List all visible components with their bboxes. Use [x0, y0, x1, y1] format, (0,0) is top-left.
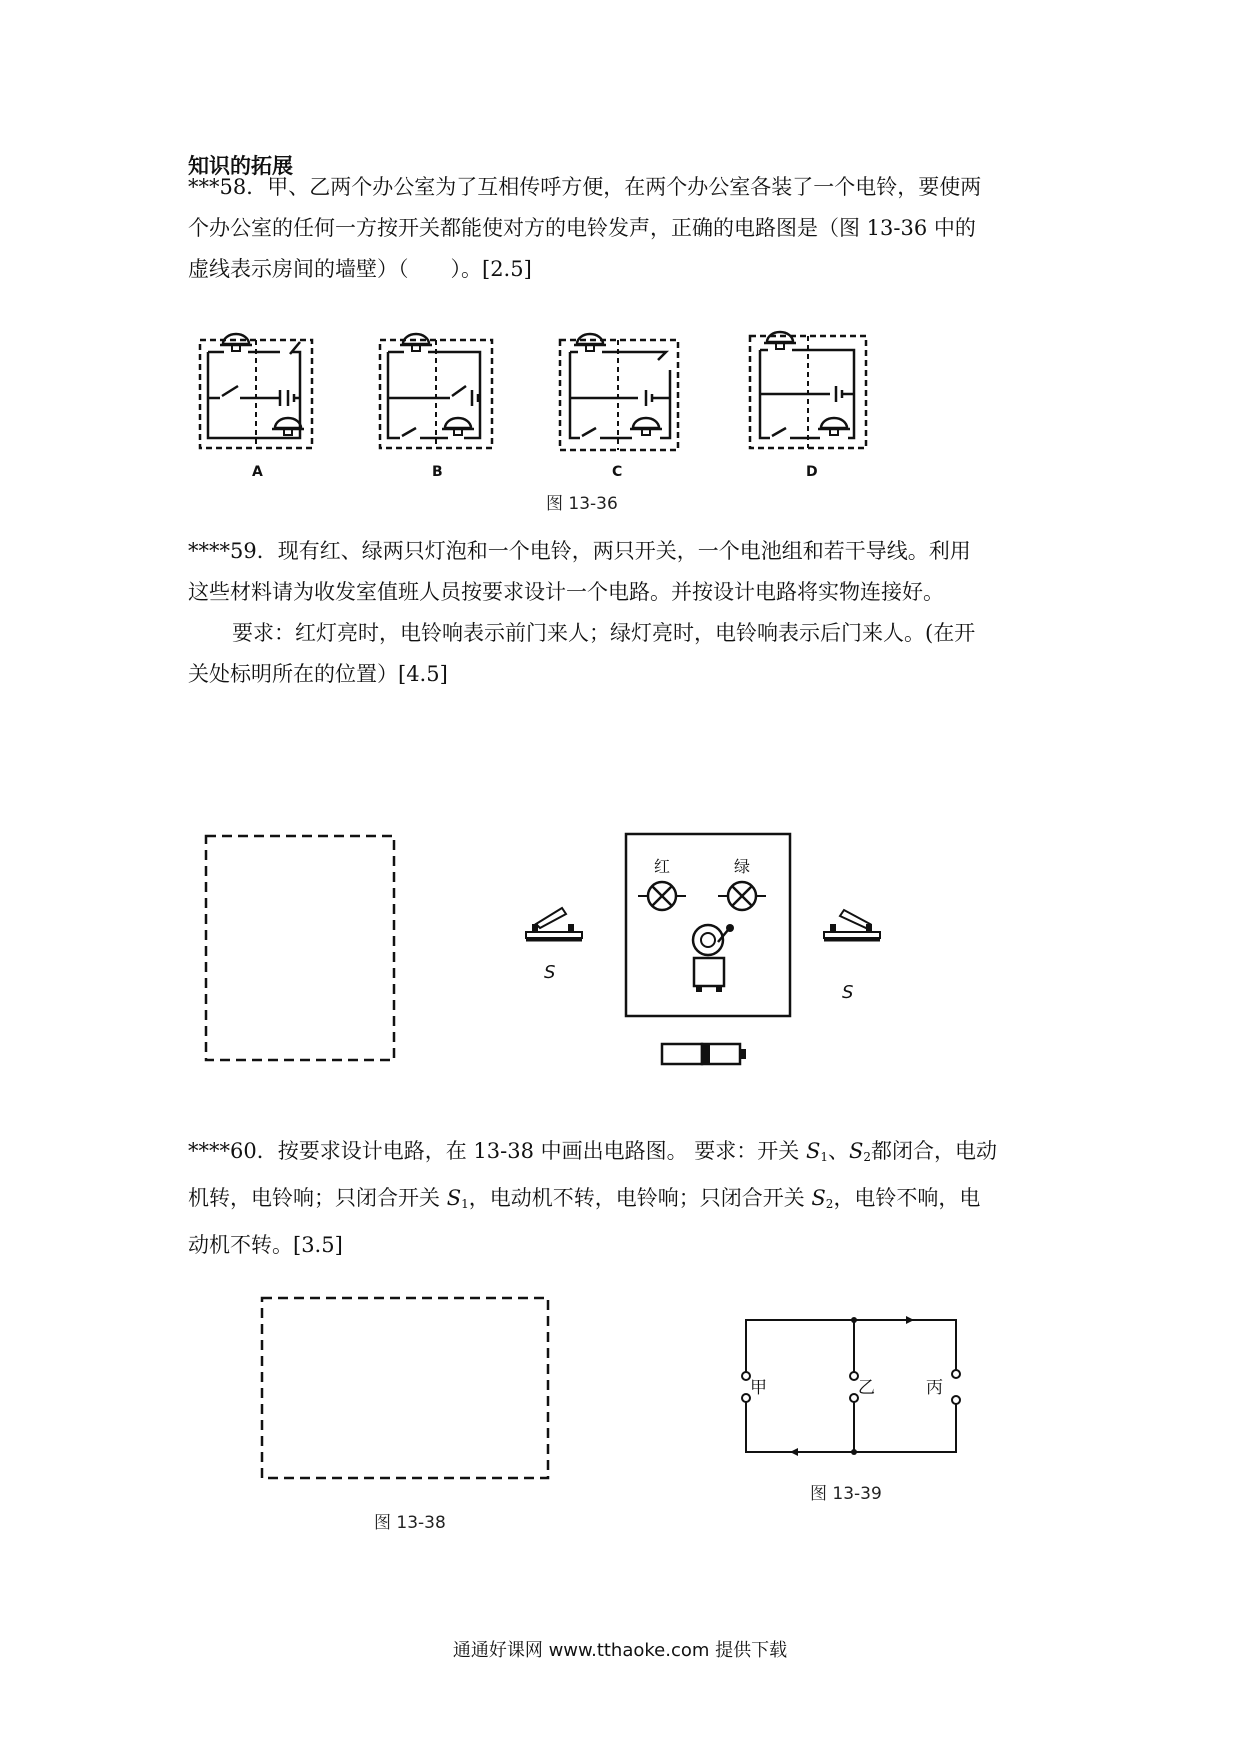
q59-line-1: ****59．现有红、绿两只灯泡和一个电铃，两只开关，一个电池组和若干导线。利用 — [188, 539, 971, 563]
option-b-label: B — [432, 464, 443, 480]
switch-left-label: S — [544, 962, 556, 983]
battery-pack-icon — [662, 1044, 746, 1064]
bell-icon — [630, 418, 662, 435]
q60-line-3: 动机不转。[3.5] — [188, 1233, 343, 1257]
lamp-green-icon — [718, 882, 766, 910]
q59-components — [520, 832, 890, 1072]
lamp-red-label: 红 — [654, 857, 671, 876]
bell-icon — [574, 334, 606, 351]
figure-13-38-box — [260, 1296, 552, 1482]
terminal-icon — [850, 1372, 858, 1380]
terminal-icon — [952, 1396, 960, 1404]
q58-line-2: 个办公室的任何一方按开关都能使对方的电铃发声，正确的电路图是（图 13-36 中的 — [188, 216, 976, 240]
q59-line-2: 这些材料请为收发室值班人员按要求设计一个电路。并按设计电路将实物连接好。 — [188, 580, 944, 604]
bell-icon — [220, 334, 252, 351]
lamp-green-label: 绿 — [734, 857, 751, 876]
option-d-label: D — [806, 464, 818, 480]
q58-line-1: ***58．甲、乙两个办公室为了互相传呼方便，在两个办公室各装了一个电铃，要使两 — [188, 175, 982, 199]
question-60 — [188, 1131, 1060, 1266]
bell-icon — [818, 418, 850, 435]
q59-req-line-1: 要求：红灯亮时，电铃响表示前门来人；绿灯亮时，电铃响表示后门来人。(在开 — [232, 621, 976, 645]
bell-icon — [764, 332, 796, 349]
knife-switch-icon — [824, 910, 880, 940]
bell-icon — [442, 418, 474, 435]
figure-13-36-caption: 图 13-36 — [546, 494, 618, 514]
q59-answer-box — [204, 834, 398, 1064]
electric-bell-icon — [693, 924, 734, 992]
terminal-icon — [850, 1394, 858, 1402]
figure-13-38-caption: 图 13-38 — [374, 1513, 446, 1533]
terminal-icon — [952, 1370, 960, 1378]
figure-13-36 — [190, 330, 930, 480]
section-title: 知识的拓展 — [188, 154, 293, 178]
option-c-label: C — [612, 464, 623, 480]
option-a-label: A — [252, 464, 263, 480]
figure-13-39-caption: 图 13-39 — [810, 1484, 882, 1504]
option-d-circuit — [750, 332, 866, 480]
terminal-icon — [742, 1372, 750, 1380]
option-a-circuit — [200, 334, 312, 480]
switch-right-label: S — [842, 982, 854, 1003]
q60-line-2: 机转，电铃响；只闭合开关 $S_1$，电动机不转，电铃响；只闭合开关 $S_2$，电铃不响，电 — [188, 1186, 981, 1211]
q59-requirement — [188, 613, 1060, 695]
terminal-label-yi: 乙 — [858, 1378, 875, 1398]
terminal-label-jia: 甲 — [750, 1378, 767, 1398]
question-59 — [188, 531, 1060, 613]
q59-req-line-2: 关处标明所在的位置）[4.5] — [188, 662, 448, 686]
bell-icon — [400, 334, 432, 351]
q60-line-1: ****60．按要求设计电路，在 13-38 中画出电路图。 要求：开关 $S_1$、$S_2$都闭合，电动 — [188, 1139, 998, 1164]
option-b-circuit — [380, 334, 492, 480]
lamp-red-icon — [638, 882, 686, 910]
q58-line-3: 虚线表示房间的墙壁）（ ）。[2.5] — [188, 257, 532, 281]
page-footer: 通通好课网 www.tthaoke.com 提供下载 — [452, 1640, 788, 1661]
terminal-label-bing: 丙 — [926, 1378, 943, 1398]
knife-switch-icon — [526, 908, 582, 940]
figure-13-39 — [736, 1312, 966, 1462]
question-58 — [188, 167, 1060, 290]
option-c-circuit — [560, 334, 678, 480]
terminal-icon — [742, 1394, 750, 1402]
